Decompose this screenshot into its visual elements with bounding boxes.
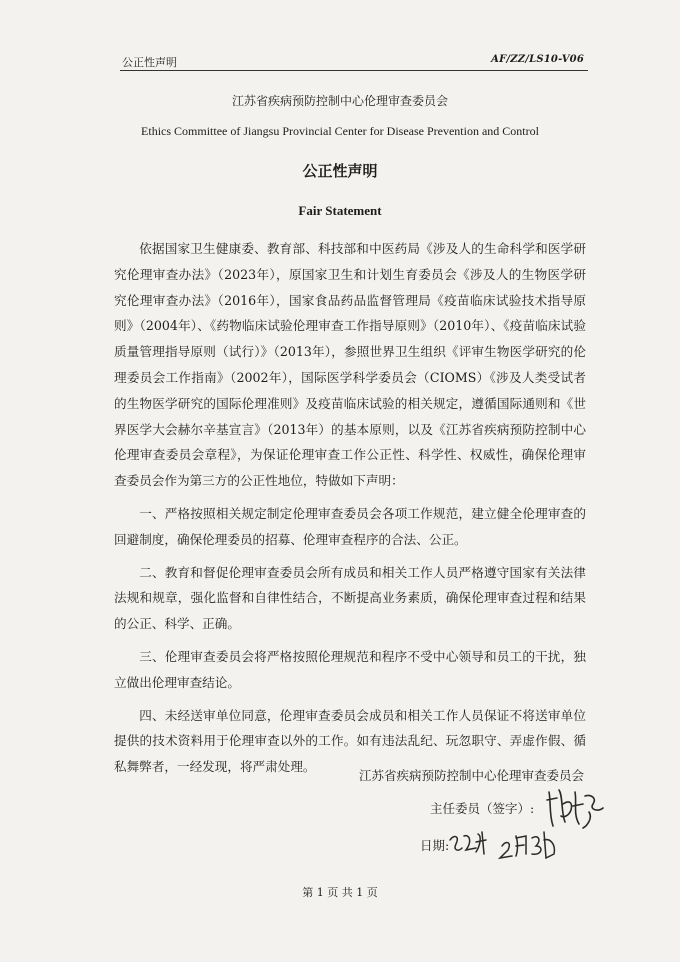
chair-signature-label: 主任委员（签字）:	[430, 801, 535, 816]
statement-body	[114, 236, 586, 787]
header-rule	[120, 70, 588, 71]
organization-name-cn: 江苏省疾病预防控制中心伦理审查委员会	[231, 94, 448, 108]
signature-organization: 江苏省疾病预防控制中心伦理审查委员会	[358, 768, 584, 783]
page-number: 第 1 页 共 1 页	[302, 886, 378, 899]
document-title-cn: 公正性声明	[302, 162, 378, 180]
date-label: 日期:	[420, 838, 450, 853]
paragraph-clause-3: 三、伦理审查委员会将严格按照伦理规范和程序不受中心领导和员工的干扰，独立做出伦理审查结论。	[114, 648, 586, 690]
document-title-en: Fair Statement	[298, 203, 382, 218]
paragraph-clause-1: 一、严格按照相关规定制定伦理审查委员会各项工作规范，建立健全伦理审查的回避制度，确保伦理委员的招募、伦理审查程序的合法、公正。	[114, 505, 586, 547]
paragraph-preamble: 依据国家卫生健康委、教育部、科技部和中医药局《涉及人的生命科学和医学研究伦理审查办法》（2023年），原国家卫生和计划生育委员会《涉及人的生物医学研究伦理审查办法》（2016年），国家食品药品监督管理局《疫苗临床试验技术指导原则》（2004年）、《药物临床试验伦理审查工作指导原则》（2010年）、《疫苗临床试验质量管理指导原则（试行）》（2013年），参照世界卫生组织《评审生物医学研究的伦理委员会工作指南》（2002年），国际医学科学委员会（CIOMS）《涉及人类受试者的生物医学研究的国际伦理准则》及疫苗临床试验的相关规定，遵循国际通则和《世界医学大会赫尔辛基宣言》（2013年）的基本原则，以及《江苏省疾病预防控制中心伦理审查委员会章程》，为保证伦理审查工作公正性、科学性、权威性，确保伦理审查委员会作为第三方的公正性地位，特做如下声明：	[114, 241, 586, 489]
header-doc-code: AF/ZZ/LS10-V06	[491, 54, 584, 65]
header-doc-title: 公正性声明	[122, 56, 177, 69]
handwritten-date	[446, 824, 556, 864]
paragraph-clause-4: 四、未经送审单位同意，伦理审查委员会成员和相关工作人员保证不将送审单位提供的技术资料用于伦理审查以外的工作。如有违法乱纪、玩忽职守、弄虚作假、循私舞弊者，一经发现，将严肃处理。	[114, 707, 586, 775]
organization-name-en: Ethics Committee of Jiangsu Provincial Center for Disease Prevention and Control	[141, 124, 539, 138]
paragraph-clause-2: 二、教育和督促伦理审查委员会所有成员和相关工作人员严格遵守国家有关法律法规和规章，强化监督和自律性结合，不断提高业务素质，确保伦理审查过程和结果的公正、科学、正确。	[114, 564, 586, 632]
